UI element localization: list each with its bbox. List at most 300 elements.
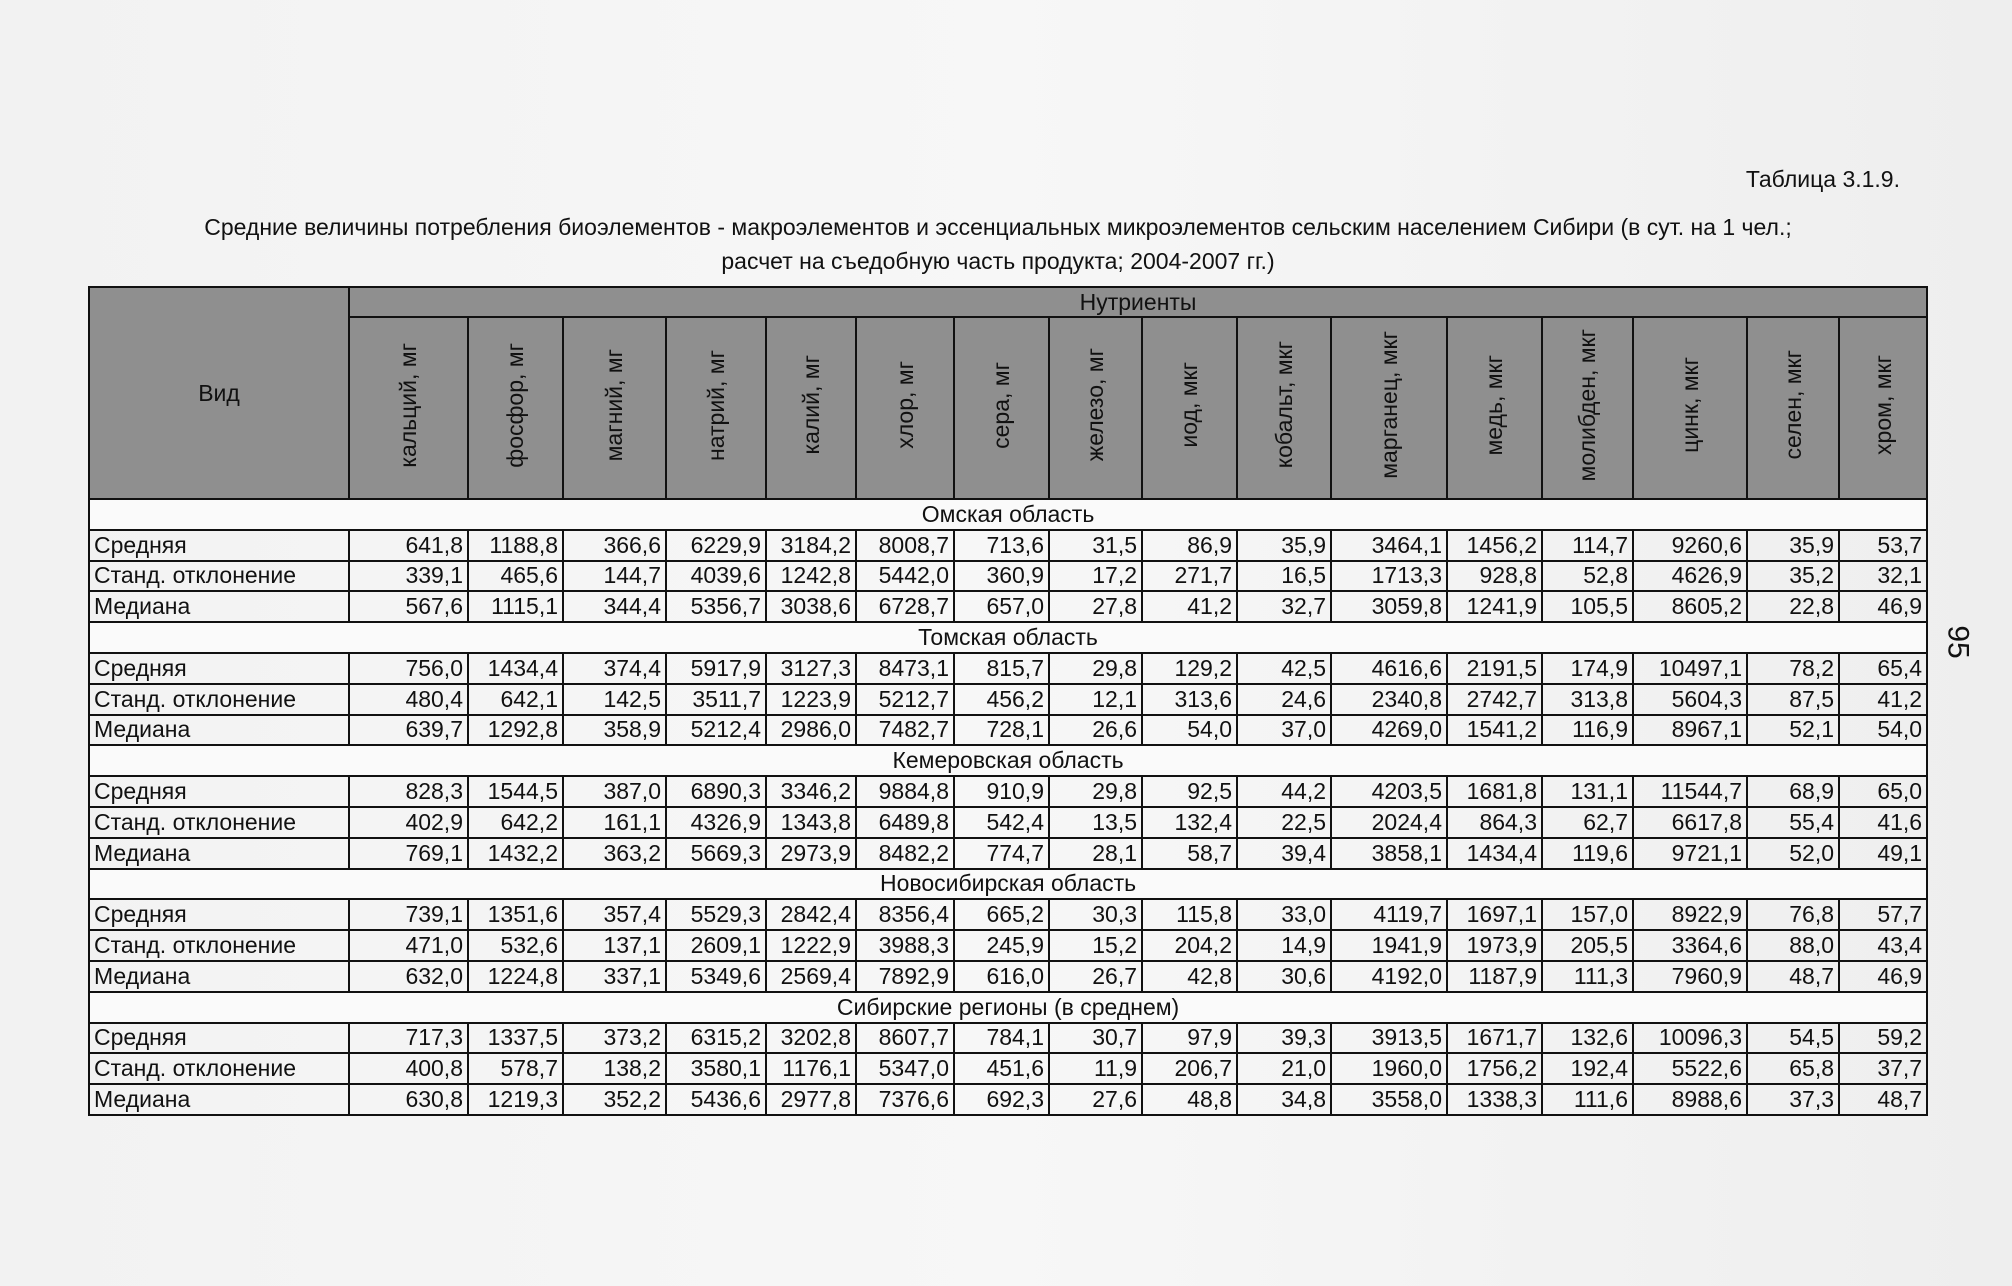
table-cell: 3346,2: [766, 776, 856, 807]
column-header: [1331, 317, 1447, 499]
table-row: [89, 930, 1927, 961]
column-header-label: сера, мг: [988, 361, 1014, 449]
table-cell: 15,2: [1049, 930, 1142, 961]
column-header-label: железо, мг: [1082, 348, 1108, 462]
table-cell: 271,7: [1142, 561, 1237, 592]
table-cell: 363,2: [563, 838, 666, 869]
row-label: Станд. отклонение: [89, 807, 349, 838]
table-cell: 9884,8: [856, 776, 954, 807]
table-cell: 34,8: [1237, 1084, 1331, 1115]
table-cell: 1541,2: [1447, 715, 1542, 746]
table-cell: 366,6: [563, 530, 666, 561]
table-row: [89, 838, 1927, 869]
table-cell: 910,9: [954, 776, 1049, 807]
table-cell: 41,6: [1839, 807, 1927, 838]
column-header-label: магний, мг: [601, 348, 627, 462]
table-cell: 3059,8: [1331, 591, 1447, 622]
table-cell: 30,3: [1049, 899, 1142, 930]
table-cell: 1223,9: [766, 684, 856, 715]
table-cell: 1219,3: [468, 1084, 563, 1115]
table-cell: 2977,8: [766, 1084, 856, 1115]
table-cell: 2569,4: [766, 961, 856, 992]
row-label: Медиана: [89, 1084, 349, 1115]
region-row: [89, 622, 1927, 653]
table-cell: 3038,6: [766, 591, 856, 622]
table-cell: 928,8: [1447, 561, 1542, 592]
table-cell: 76,8: [1747, 899, 1839, 930]
row-label: Медиана: [89, 961, 349, 992]
table-cell: 313,8: [1542, 684, 1633, 715]
table-cell: 1432,2: [468, 838, 563, 869]
table-cell: 402,9: [349, 807, 468, 838]
table-cell: 53,7: [1839, 530, 1927, 561]
table-cell: 1224,8: [468, 961, 563, 992]
table-cell: 26,6: [1049, 715, 1142, 746]
table-cell: 739,1: [349, 899, 468, 930]
table-cell: 27,8: [1049, 591, 1142, 622]
table-cell: 728,1: [954, 715, 1049, 746]
row-label: Средняя: [89, 776, 349, 807]
table-cell: 32,7: [1237, 591, 1331, 622]
table-cell: 6890,3: [666, 776, 766, 807]
table-cell: 87,5: [1747, 684, 1839, 715]
table-cell: 480,4: [349, 684, 468, 715]
column-header-label: цинк, мкг: [1676, 357, 1703, 453]
column-header: [1542, 317, 1633, 499]
table-cell: 313,6: [1142, 684, 1237, 715]
table-cell: 39,3: [1237, 1023, 1331, 1054]
table-cell: 5349,6: [666, 961, 766, 992]
table-cell: 1176,1: [766, 1053, 856, 1084]
table-cell: 4326,9: [666, 807, 766, 838]
table-cell: 542,4: [954, 807, 1049, 838]
table-cell: 11544,7: [1633, 776, 1747, 807]
table-cell: 3988,3: [856, 930, 954, 961]
table-cell: 48,7: [1747, 961, 1839, 992]
table-cell: 3913,5: [1331, 1023, 1447, 1054]
table-cell: 357,4: [563, 899, 666, 930]
table-row: [89, 561, 1927, 592]
region-name: Кемеровская область: [89, 745, 1927, 776]
row-label: Станд. отклонение: [89, 684, 349, 715]
table-cell: 52,1: [1747, 715, 1839, 746]
table-cell: 2973,9: [766, 838, 856, 869]
region-name: Сибирские регионы (в среднем): [89, 992, 1927, 1023]
table-cell: 8605,2: [1633, 591, 1747, 622]
table-cell: 1941,9: [1331, 930, 1447, 961]
table-cell: 55,4: [1747, 807, 1839, 838]
row-label: Медиана: [89, 715, 349, 746]
column-header: [1747, 317, 1839, 499]
table-cell: 451,6: [954, 1053, 1049, 1084]
column-header-label: иод, мкг: [1176, 362, 1202, 448]
table-cell: 8008,7: [856, 530, 954, 561]
table-cell: 137,1: [563, 930, 666, 961]
table-cell: 1960,0: [1331, 1053, 1447, 1084]
table-cell: 174,9: [1542, 653, 1633, 684]
table-cell: 24,6: [1237, 684, 1331, 715]
table-cell: 456,2: [954, 684, 1049, 715]
table-cell: 1187,9: [1447, 961, 1542, 992]
row-label: Станд. отклонение: [89, 561, 349, 592]
table-cell: 6489,8: [856, 807, 954, 838]
region-name: Томская область: [89, 622, 1927, 653]
column-header: [1142, 317, 1237, 499]
table-row: [89, 591, 1927, 622]
table-cell: 37,0: [1237, 715, 1331, 746]
table-cell: 30,7: [1049, 1023, 1142, 1054]
table-cell: 784,1: [954, 1023, 1049, 1054]
table-cell: 48,7: [1839, 1084, 1927, 1115]
table-cell: 339,1: [349, 561, 468, 592]
table-cell: 692,3: [954, 1084, 1049, 1115]
table-cell: 48,8: [1142, 1084, 1237, 1115]
region-row: [89, 499, 1927, 530]
table-cell: 33,0: [1237, 899, 1331, 930]
table-cell: 161,1: [563, 807, 666, 838]
row-label: Средняя: [89, 653, 349, 684]
table-cell: 2609,1: [666, 930, 766, 961]
table-cell: 373,2: [563, 1023, 666, 1054]
table-cell: 35,9: [1747, 530, 1839, 561]
row-label: Средняя: [89, 899, 349, 930]
table-cell: 3580,1: [666, 1053, 766, 1084]
column-header: [766, 317, 856, 499]
table-cell: 4269,0: [1331, 715, 1447, 746]
row-label: Станд. отклонение: [89, 1053, 349, 1084]
table-cell: 30,6: [1237, 961, 1331, 992]
table-cell: 11,9: [1049, 1053, 1142, 1084]
table-cell: 52,0: [1747, 838, 1839, 869]
table-cell: 35,2: [1747, 561, 1839, 592]
column-header: [563, 317, 666, 499]
table-number: Таблица 3.1.9.: [1745, 166, 1900, 192]
table-cell: 3202,8: [766, 1023, 856, 1054]
table-cell: 344,4: [563, 591, 666, 622]
table-cell: 31,5: [1049, 530, 1142, 561]
table-row: [89, 715, 1927, 746]
table-cell: 65,8: [1747, 1053, 1839, 1084]
table-cell: 3184,2: [766, 530, 856, 561]
table-cell: 352,2: [563, 1084, 666, 1115]
table-cell: 578,7: [468, 1053, 563, 1084]
column-header: [1237, 317, 1331, 499]
column-header-label: кобальт, мкг: [1270, 341, 1297, 469]
nutrient-table: [88, 286, 1928, 1116]
table-cell: 62,7: [1542, 807, 1633, 838]
table-cell: 4192,0: [1331, 961, 1447, 992]
table-cell: 360,9: [954, 561, 1049, 592]
table-cell: 5436,6: [666, 1084, 766, 1115]
table-cell: 1343,8: [766, 807, 856, 838]
table-cell: 2191,5: [1447, 653, 1542, 684]
table-cell: 1434,4: [1447, 838, 1542, 869]
table-cell: 630,8: [349, 1084, 468, 1115]
table-cell: 204,2: [1142, 930, 1237, 961]
table-row: [89, 961, 1927, 992]
table-cell: 337,1: [563, 961, 666, 992]
table-row: [89, 1023, 1927, 1054]
table-cell: 387,0: [563, 776, 666, 807]
table-cell: 1338,3: [1447, 1084, 1542, 1115]
column-header: [856, 317, 954, 499]
table-cell: 632,0: [349, 961, 468, 992]
table-cell: 14,9: [1237, 930, 1331, 961]
table-cell: 111,6: [1542, 1084, 1633, 1115]
table-cell: 8967,1: [1633, 715, 1747, 746]
table-cell: 116,9: [1542, 715, 1633, 746]
table-cell: 58,7: [1142, 838, 1237, 869]
table-cell: 828,3: [349, 776, 468, 807]
table-cell: 54,0: [1839, 715, 1927, 746]
table-cell: 8922,9: [1633, 899, 1747, 930]
column-header-label: фосфор, мг: [502, 342, 528, 468]
table-cell: 5442,0: [856, 561, 954, 592]
table-cell: 132,4: [1142, 807, 1237, 838]
table-cell: 400,8: [349, 1053, 468, 1084]
table-cell: 5669,3: [666, 838, 766, 869]
table-cell: 5529,3: [666, 899, 766, 930]
table-cell: 138,2: [563, 1053, 666, 1084]
table-cell: 115,8: [1142, 899, 1237, 930]
column-header: [468, 317, 563, 499]
region-row: [89, 869, 1927, 900]
column-header: [954, 317, 1049, 499]
row-label: Медиана: [89, 838, 349, 869]
table-cell: 5917,9: [666, 653, 766, 684]
table-cell: 4626,9: [1633, 561, 1747, 592]
table-cell: 642,2: [468, 807, 563, 838]
region-row: [89, 745, 1927, 776]
table-cell: 8473,1: [856, 653, 954, 684]
column-header-label: хром, мкг: [1869, 355, 1896, 455]
table-cell: 41,2: [1839, 684, 1927, 715]
table-row: [89, 807, 1927, 838]
row-label: Станд. отклонение: [89, 930, 349, 961]
table-cell: 37,7: [1839, 1053, 1927, 1084]
table-cell: 465,6: [468, 561, 563, 592]
table-cell: 471,0: [349, 930, 468, 961]
table-cell: 65,0: [1839, 776, 1927, 807]
table-cell: 97,9: [1142, 1023, 1237, 1054]
table-cell: 39,4: [1237, 838, 1331, 869]
table-cell: 17,2: [1049, 561, 1142, 592]
page-number: 95: [1941, 625, 1975, 659]
column-header-label: селен, мкг: [1779, 350, 1806, 460]
table-cell: 29,8: [1049, 776, 1142, 807]
table-cell: 641,8: [349, 530, 468, 561]
header-nutrients: Нутриенты: [349, 287, 1927, 317]
table-cell: 144,7: [563, 561, 666, 592]
table-cell: 46,9: [1839, 961, 1927, 992]
table-cell: 131,1: [1542, 776, 1633, 807]
table-cell: 41,2: [1142, 591, 1237, 622]
table-row: [89, 1053, 1927, 1084]
column-header-label: кальций, мг: [395, 342, 421, 468]
table-cell: 5212,4: [666, 715, 766, 746]
table-cell: 2340,8: [1331, 684, 1447, 715]
table-cell: 3558,0: [1331, 1084, 1447, 1115]
table-cell: 5347,0: [856, 1053, 954, 1084]
table-cell: 713,6: [954, 530, 1049, 561]
table-cell: 119,6: [1542, 838, 1633, 869]
table-cell: 68,9: [1747, 776, 1839, 807]
table-cell: 6728,7: [856, 591, 954, 622]
table-cell: 358,9: [563, 715, 666, 746]
column-header-row: [89, 317, 1927, 499]
table-cell: 13,5: [1049, 807, 1142, 838]
table-cell: 3511,7: [666, 684, 766, 715]
column-header: [1633, 317, 1747, 499]
table-cell: 10497,1: [1633, 653, 1747, 684]
table-row: [89, 776, 1927, 807]
table-cell: 10096,3: [1633, 1023, 1747, 1054]
row-label: Медиана: [89, 591, 349, 622]
table-cell: 5604,3: [1633, 684, 1747, 715]
table-cell: 769,1: [349, 838, 468, 869]
table-cell: 1241,9: [1447, 591, 1542, 622]
table-cell: 1671,7: [1447, 1023, 1542, 1054]
region-name: Новосибирская область: [89, 869, 1927, 900]
table-cell: 642,1: [468, 684, 563, 715]
table-cell: 7482,7: [856, 715, 954, 746]
table-cell: 22,5: [1237, 807, 1331, 838]
column-header: [1839, 317, 1927, 499]
table-cell: 44,2: [1237, 776, 1331, 807]
table-cell: 4039,6: [666, 561, 766, 592]
table-cell: 1337,5: [468, 1023, 563, 1054]
table-cell: 52,8: [1542, 561, 1633, 592]
table-cell: 7376,6: [856, 1084, 954, 1115]
table-cell: 43,4: [1839, 930, 1927, 961]
table-cell: 26,7: [1049, 961, 1142, 992]
column-header-label: медь, мкг: [1481, 354, 1507, 456]
table-cell: 774,7: [954, 838, 1049, 869]
table-cell: 3858,1: [1331, 838, 1447, 869]
table-cell: 3127,3: [766, 653, 856, 684]
table-cell: 1188,8: [468, 530, 563, 561]
table-cell: 532,6: [468, 930, 563, 961]
table-cell: 4616,6: [1331, 653, 1447, 684]
table-cell: 8988,6: [1633, 1084, 1747, 1115]
row-label: Средняя: [89, 1023, 349, 1054]
table-cell: 756,0: [349, 653, 468, 684]
table-cell: 92,5: [1142, 776, 1237, 807]
table-cell: 639,7: [349, 715, 468, 746]
column-header-label: натрий, мг: [702, 349, 729, 461]
table-cell: 27,6: [1049, 1084, 1142, 1115]
table-cell: 205,5: [1542, 930, 1633, 961]
table-cell: 86,9: [1142, 530, 1237, 561]
table-cell: 1351,6: [468, 899, 563, 930]
table-cell: 1292,8: [468, 715, 563, 746]
caption-line-1: Средние величины потребления биоэлементов - макроэлементов и эссенциальных микроэлементов сельским населением Сибири (в сут. на 1 чел.;: [204, 214, 1792, 240]
table-cell: 32,1: [1839, 561, 1927, 592]
table-cell: 8356,4: [856, 899, 954, 930]
column-header-label: хлор, мг: [891, 361, 918, 449]
table-cell: 9721,1: [1633, 838, 1747, 869]
table-cell: 21,0: [1237, 1053, 1331, 1084]
table-cell: 46,9: [1839, 591, 1927, 622]
table-row: [89, 653, 1927, 684]
column-header-label: калий, мг: [797, 355, 824, 455]
table-cell: 6617,8: [1633, 807, 1747, 838]
table-cell: 567,6: [349, 591, 468, 622]
table-cell: 37,3: [1747, 1084, 1839, 1115]
table-cell: 49,1: [1839, 838, 1927, 869]
table-cell: 157,0: [1542, 899, 1633, 930]
table-cell: 665,2: [954, 899, 1049, 930]
table-cell: 657,0: [954, 591, 1049, 622]
table-cell: 29,8: [1049, 653, 1142, 684]
table-cell: 1222,9: [766, 930, 856, 961]
column-header: [349, 317, 468, 499]
table-cell: 57,7: [1839, 899, 1927, 930]
table-cell: 374,4: [563, 653, 666, 684]
column-header-label: марганец, мкг: [1375, 331, 1402, 479]
table-cell: 6229,9: [666, 530, 766, 561]
table-row: [89, 530, 1927, 561]
table-cell: 2842,4: [766, 899, 856, 930]
table-cell: 864,3: [1447, 807, 1542, 838]
table-row: [89, 899, 1927, 930]
table-cell: 35,9: [1237, 530, 1331, 561]
table-cell: 7892,9: [856, 961, 954, 992]
table-cell: 88,0: [1747, 930, 1839, 961]
table-cell: 1115,1: [468, 591, 563, 622]
table-cell: 5212,7: [856, 684, 954, 715]
table-caption: [88, 210, 1908, 278]
table-cell: 129,2: [1142, 653, 1237, 684]
table-cell: 5522,6: [1633, 1053, 1747, 1084]
region-row: [89, 992, 1927, 1023]
table-cell: 5356,7: [666, 591, 766, 622]
table-cell: 59,2: [1839, 1023, 1927, 1054]
table-cell: 7960,9: [1633, 961, 1747, 992]
table-cell: 105,5: [1542, 591, 1633, 622]
table-cell: 22,8: [1747, 591, 1839, 622]
table-cell: 815,7: [954, 653, 1049, 684]
table-cell: 2742,7: [1447, 684, 1542, 715]
table-cell: 3364,6: [1633, 930, 1747, 961]
column-header-label: молибден, мкг: [1574, 328, 1600, 482]
table-cell: 245,9: [954, 930, 1049, 961]
header-vid: Вид: [89, 287, 349, 499]
table-cell: 42,5: [1237, 653, 1331, 684]
table-cell: 111,3: [1542, 961, 1633, 992]
caption-line-2: расчет на съедобную часть продукта; 2004-2007 гг.): [721, 248, 1275, 274]
table-cell: 1713,3: [1331, 561, 1447, 592]
table-cell: 3464,1: [1331, 530, 1447, 561]
table-cell: 616,0: [954, 961, 1049, 992]
table-cell: 1544,5: [468, 776, 563, 807]
table-cell: 192,4: [1542, 1053, 1633, 1084]
table-cell: 1242,8: [766, 561, 856, 592]
table-cell: 65,4: [1839, 653, 1927, 684]
table-cell: 132,6: [1542, 1023, 1633, 1054]
table-cell: 2024,4: [1331, 807, 1447, 838]
table-cell: 2986,0: [766, 715, 856, 746]
table-cell: 8607,7: [856, 1023, 954, 1054]
region-name: Омская область: [89, 499, 1927, 530]
table-cell: 4119,7: [1331, 899, 1447, 930]
row-label: Средняя: [89, 530, 349, 561]
table-cell: 1756,2: [1447, 1053, 1542, 1084]
table-cell: 114,7: [1542, 530, 1633, 561]
table-cell: 1434,4: [468, 653, 563, 684]
table-cell: 1697,1: [1447, 899, 1542, 930]
table-row: [89, 684, 1927, 715]
